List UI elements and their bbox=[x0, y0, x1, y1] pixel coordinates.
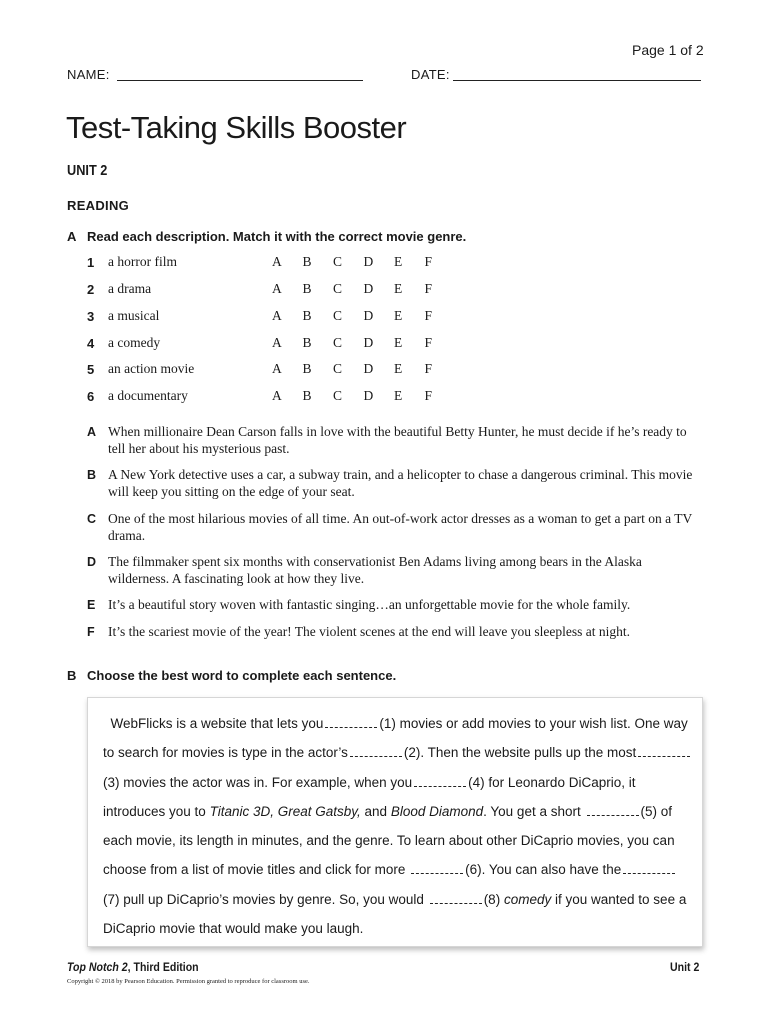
passage-text: (8) bbox=[483, 891, 501, 907]
option-a[interactable]: A bbox=[272, 281, 282, 296]
description-letter: D bbox=[87, 555, 97, 569]
passage-text: (5) of each movie, its length in minutes, and the genre. To learn about other DiCaprio movies, you can choose from a list of movie titles and click for more bbox=[103, 803, 675, 878]
item-text: a drama bbox=[108, 281, 152, 296]
description-text: One of the most hilarious movies of all time. An out-of-work actor dresses as a woman to get a part on a TV drama. bbox=[108, 511, 692, 543]
footer-unit: Unit 2 bbox=[670, 960, 700, 974]
description-text: It’s the scariest movie of the year! The violent scenes at the end will leave you sleepless at night. bbox=[108, 624, 630, 639]
blank-4[interactable] bbox=[414, 785, 466, 787]
match-row bbox=[87, 306, 455, 326]
part-a-instruction bbox=[67, 229, 466, 244]
blank-5[interactable] bbox=[587, 814, 639, 816]
option-d[interactable]: D bbox=[363, 388, 374, 403]
option-e[interactable]: E bbox=[394, 335, 403, 350]
option-b[interactable]: B bbox=[302, 254, 312, 269]
item-text: a comedy bbox=[108, 335, 161, 350]
option-e[interactable]: E bbox=[394, 388, 403, 403]
match-row bbox=[87, 359, 455, 379]
passage-text: . You get a short bbox=[483, 803, 581, 819]
item-text: a horror film bbox=[108, 254, 177, 269]
passage-text: (3) movies the actor was in. For example, when you bbox=[103, 774, 413, 790]
description-text: It’s a beautiful story woven with fantastic singing…an unforgettable movie for the whole family. bbox=[108, 597, 631, 612]
genre-description bbox=[87, 511, 707, 544]
blank-2[interactable] bbox=[350, 755, 402, 757]
genre-description bbox=[87, 424, 707, 457]
option-c[interactable]: C bbox=[333, 254, 343, 269]
blank-3[interactable] bbox=[638, 755, 690, 757]
example-word: comedy bbox=[503, 891, 552, 907]
copyright-notice: Copyright © 2018 by Pearson Education. Permission granted to reproduce for classroom use. bbox=[67, 978, 310, 985]
unit-heading: UNIT 2 bbox=[67, 162, 108, 179]
part-b-instruction-text: Choose the best word to complete each sentence. bbox=[87, 668, 397, 683]
passage-text: if you wanted to see a DiCaprio movie that would make you laugh. bbox=[103, 891, 687, 937]
passage-text: (4) for Leonardo DiCaprio, it introduces you to bbox=[103, 774, 636, 819]
section-heading: READING bbox=[67, 198, 130, 213]
description-text: A New York detective uses a car, a subway train, and a helicopter to chase a dangerous criminal. This movie will keep you sitting on the edge of your seat. bbox=[108, 467, 693, 499]
option-f[interactable]: F bbox=[424, 335, 433, 350]
option-e[interactable]: E bbox=[394, 308, 403, 323]
option-d[interactable]: D bbox=[363, 308, 374, 323]
part-a-instruction-text: Read each description. Match it with the correct movie genre. bbox=[87, 229, 467, 244]
option-a[interactable]: A bbox=[272, 388, 282, 403]
description-letter: E bbox=[87, 598, 96, 612]
option-d[interactable]: D bbox=[363, 281, 374, 296]
cloze-passage-box bbox=[87, 697, 703, 947]
passage-text: (7) pull up DiCaprio’s movies by genre. So, you would bbox=[103, 891, 424, 907]
genre-description bbox=[87, 554, 707, 587]
match-row bbox=[87, 279, 455, 299]
option-e[interactable]: E bbox=[394, 281, 403, 296]
item-number: 1 bbox=[87, 254, 95, 270]
movie-titles: Titanic 3D, Great Gatsby, bbox=[209, 803, 361, 819]
cloze-passage bbox=[103, 709, 693, 943]
blank-8[interactable] bbox=[430, 902, 482, 904]
part-b-instruction bbox=[67, 668, 396, 683]
description-letter: C bbox=[87, 512, 97, 526]
page-number: Page 1 of 2 bbox=[632, 42, 704, 58]
page-title: Test-Taking Skills Booster bbox=[66, 110, 407, 145]
option-b[interactable]: B bbox=[302, 388, 312, 403]
genre-description bbox=[87, 467, 707, 500]
option-f[interactable]: F bbox=[424, 308, 433, 323]
option-f[interactable]: F bbox=[424, 388, 433, 403]
passage-text: (2). Then the website pulls up the most bbox=[403, 745, 637, 761]
option-c[interactable]: C bbox=[333, 388, 343, 403]
match-row bbox=[87, 333, 455, 353]
option-d[interactable]: D bbox=[363, 361, 374, 376]
option-f[interactable]: F bbox=[424, 361, 433, 376]
passage-text: and bbox=[364, 803, 388, 819]
part-b-letter: B bbox=[67, 668, 77, 683]
item-number: 6 bbox=[87, 388, 95, 404]
match-row bbox=[87, 386, 455, 406]
name-field-line[interactable] bbox=[117, 80, 363, 81]
book-edition: , Third Edition bbox=[127, 960, 199, 974]
option-b[interactable]: B bbox=[302, 361, 312, 376]
blank-6[interactable] bbox=[411, 872, 463, 874]
part-a-letter: A bbox=[67, 229, 77, 244]
option-b[interactable]: B bbox=[302, 308, 312, 323]
option-e[interactable]: E bbox=[394, 254, 403, 269]
option-c[interactable]: C bbox=[333, 335, 343, 350]
item-text: a documentary bbox=[108, 388, 188, 403]
item-number: 2 bbox=[87, 281, 95, 297]
option-a[interactable]: A bbox=[272, 308, 282, 323]
passage-text: (1) movies or add movies to your wish list. One way to search for movies is type in the actor’s bbox=[103, 716, 688, 761]
description-letter: F bbox=[87, 625, 95, 639]
option-d[interactable]: D bbox=[363, 254, 374, 269]
description-letter: A bbox=[87, 425, 97, 439]
option-f[interactable]: F bbox=[424, 254, 433, 269]
option-b[interactable]: B bbox=[302, 281, 312, 296]
option-b[interactable]: B bbox=[302, 335, 312, 350]
option-c[interactable]: C bbox=[333, 281, 343, 296]
date-field-line[interactable] bbox=[453, 80, 701, 81]
blank-1[interactable] bbox=[325, 726, 377, 728]
description-text: When millionaire Dean Carson falls in love with the beautiful Betty Hunter, he must decide if he’s ready to tell her about his mysterious past. bbox=[108, 424, 687, 456]
option-d[interactable]: D bbox=[363, 335, 374, 350]
option-a[interactable]: A bbox=[272, 335, 282, 350]
option-c[interactable]: C bbox=[333, 361, 343, 376]
option-a[interactable]: A bbox=[272, 361, 282, 376]
option-e[interactable]: E bbox=[394, 361, 403, 376]
item-number: 4 bbox=[87, 335, 95, 351]
description-letter: B bbox=[87, 468, 97, 482]
genre-description bbox=[87, 597, 707, 614]
blank-7[interactable] bbox=[623, 872, 675, 874]
item-text: a musical bbox=[108, 308, 160, 323]
match-row bbox=[87, 252, 455, 272]
genre-description bbox=[87, 624, 707, 641]
passage-text: (6). You can also have the bbox=[465, 862, 622, 878]
item-number: 3 bbox=[87, 308, 95, 324]
item-number: 5 bbox=[87, 361, 95, 377]
name-label: NAME: bbox=[67, 67, 110, 82]
passage-text: WebFlicks is a website that lets you bbox=[110, 716, 324, 731]
option-f[interactable]: F bbox=[424, 281, 433, 296]
item-text: an action movie bbox=[108, 361, 195, 376]
date-label: DATE: bbox=[411, 67, 450, 82]
option-a[interactable]: A bbox=[272, 254, 282, 269]
movie-title: Blood Diamond bbox=[390, 803, 484, 819]
option-c[interactable]: C bbox=[333, 308, 343, 323]
footer-book-title bbox=[67, 960, 199, 974]
description-text: The filmmaker spent six months with conservationist Ben Adams living among bears in the Alaska wilderness. A fascinating look at how they live. bbox=[108, 554, 642, 586]
book-title: Top Notch 2 bbox=[67, 960, 128, 974]
